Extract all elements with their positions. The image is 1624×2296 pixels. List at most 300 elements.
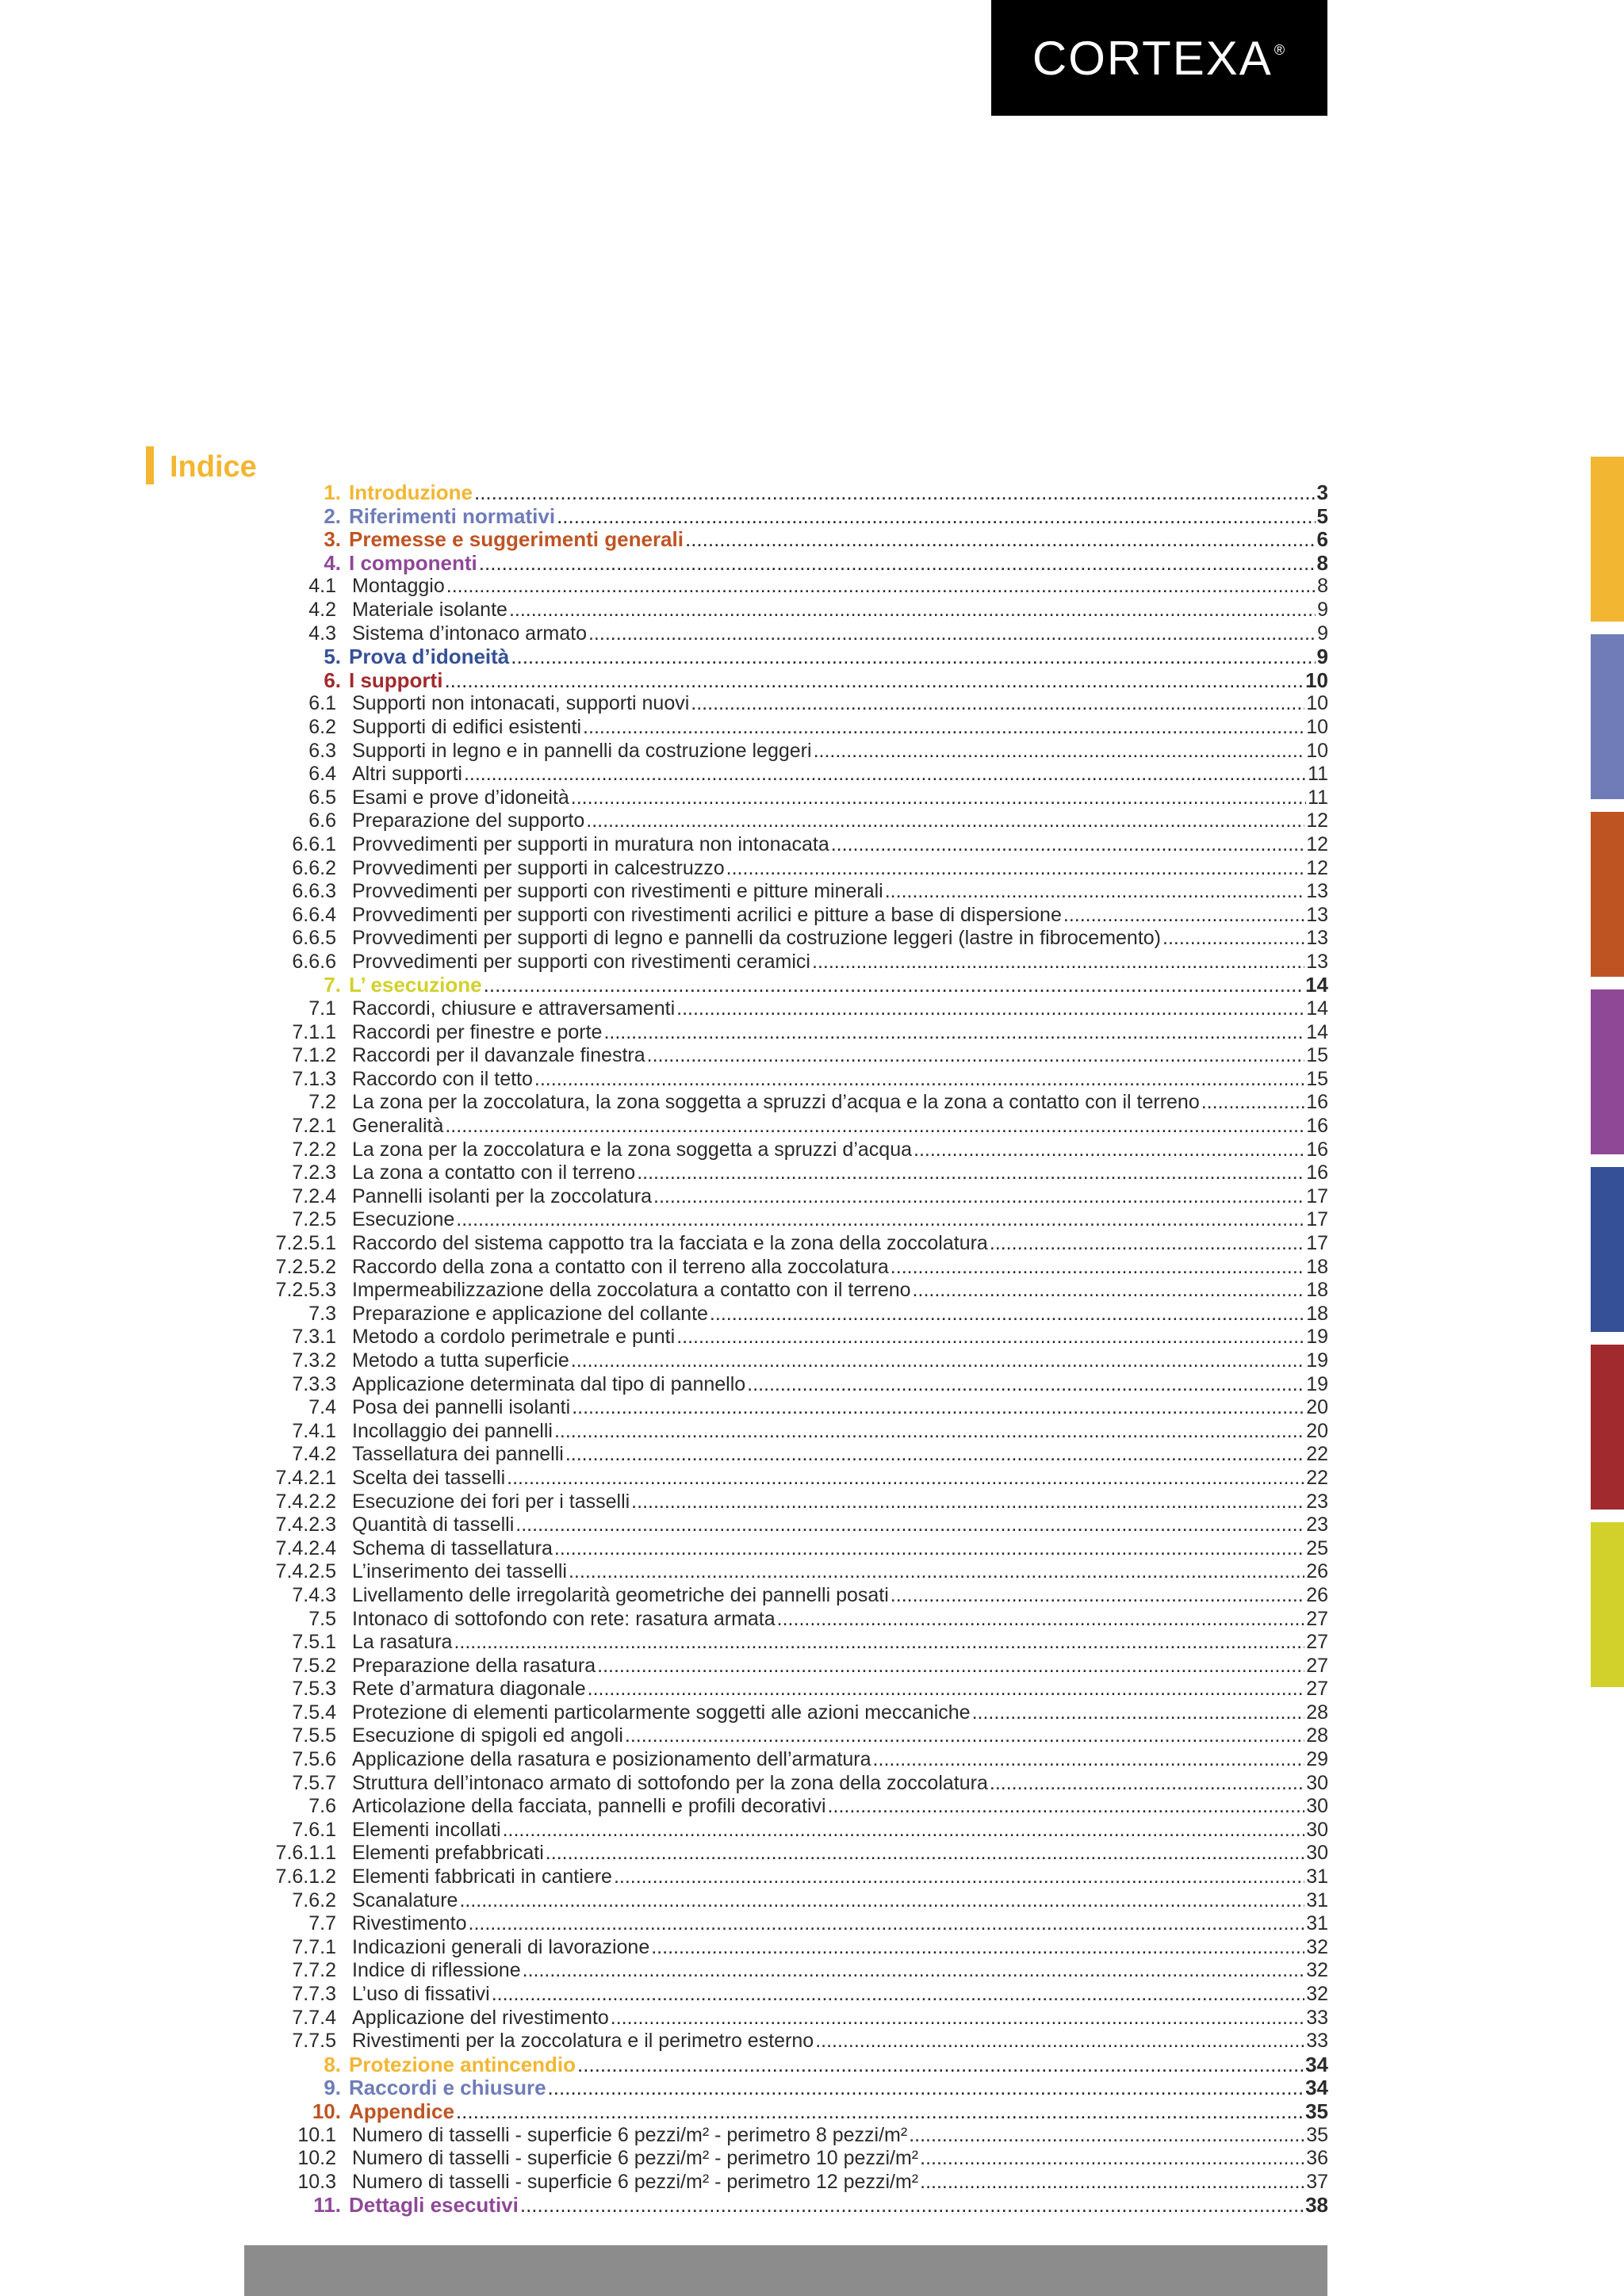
toc-entry-label: Sistema d’intonaco armato	[352, 622, 587, 645]
toc-leader-dots	[710, 1303, 1304, 1326]
logo-text: CORTEXA	[1032, 31, 1273, 85]
footer-bar	[244, 2245, 1327, 2296]
toc-entry[interactable]	[159, 1443, 1328, 1467]
toc-entry[interactable]	[159, 599, 1328, 622]
toc-leader-dots	[1162, 927, 1304, 951]
toc-entry-number: 7.2.5	[292, 1208, 336, 1231]
toc-entry[interactable]	[159, 1912, 1328, 1936]
toc-entry[interactable]	[159, 951, 1328, 974]
toc-entry[interactable]	[159, 833, 1328, 857]
toc-entry[interactable]	[159, 1513, 1328, 1537]
toc-entry-label: Raccordo della zona a contatto con il terreno alla zoccolatura	[352, 1255, 889, 1278]
toc-entry-number: 6.5	[308, 786, 336, 809]
toc-entry[interactable]	[159, 857, 1328, 881]
toc-leader-dots	[548, 2076, 1304, 2100]
toc-entry-page: 3	[1316, 480, 1328, 504]
toc-entry-label: Scelta dei tasselli	[352, 1466, 506, 1489]
toc-entry-label: I componenti	[349, 550, 477, 575]
toc-entry-label: Incollaggio dei pannelli	[352, 1419, 553, 1442]
toc-entry-label: Esecuzione	[352, 1208, 455, 1231]
toc-entry-label: Numero di tasselli - superficie 6 pezzi/m² - perimetro 12 pezzi/m²	[352, 2170, 919, 2193]
toc-leader-dots	[459, 1889, 1304, 1913]
toc-entry-number: 4.	[324, 550, 341, 575]
toc-entry-page: 8	[1317, 575, 1328, 598]
toc-leader-dots	[614, 1866, 1304, 1889]
toc-leader-dots	[990, 1772, 1304, 1796]
toc-entry-label: Quantità di tasselli	[352, 1513, 515, 1536]
toc-entry-page: 10	[1305, 668, 1328, 692]
toc-entry[interactable]	[159, 2076, 1328, 2100]
toc-entry-number: 6.6.2	[292, 856, 336, 879]
toc-entry-number: 7.5	[308, 1607, 336, 1630]
toc-entry-label: Indicazioni generali di lavorazione	[352, 1935, 650, 1958]
toc-entry[interactable]	[159, 1889, 1328, 1913]
toc-leader-dots	[444, 669, 1304, 693]
toc-leader-dots	[831, 833, 1304, 857]
toc-entry-label: Provvedimenti per supporti con rivestimenti e pitture minerali	[352, 880, 883, 903]
toc-leader-dots	[503, 1819, 1305, 1843]
toc-entry-page: 37	[1306, 2170, 1328, 2193]
toc-entry-page: 17	[1306, 1232, 1328, 1254]
toc-entry-page: 17	[1306, 1184, 1328, 1207]
toc-entry[interactable]	[159, 1115, 1328, 1138]
toc-leader-dots	[507, 1467, 1304, 1490]
toc-entry-number: 7.2.5.1	[275, 1232, 336, 1254]
toc-entry[interactable]	[159, 1161, 1328, 1185]
toc-leader-dots	[891, 1584, 1304, 1608]
toc-entry-label: Protezione antincendio	[349, 2052, 576, 2076]
toc-entry[interactable]	[159, 1185, 1328, 1209]
toc-entry[interactable]	[159, 1748, 1328, 1772]
toc-entry-number: 7.6.1	[292, 1818, 336, 1841]
toc-entry-label: Raccordi per finestre e porte	[352, 1020, 603, 1043]
toc-entry-page: 9	[1316, 645, 1328, 669]
toc-entry[interactable]	[159, 1279, 1328, 1303]
toc-leader-dots	[812, 951, 1304, 974]
toc-entry[interactable]	[159, 1396, 1328, 1420]
toc-entry-page: 6	[1316, 527, 1328, 552]
toc-entry[interactable]	[159, 974, 1328, 997]
toc-leader-dots	[885, 880, 1304, 904]
toc-entry[interactable]	[159, 1678, 1328, 1701]
toc-entry-label: Supporti non intonacati, supporti nuovi	[352, 692, 690, 715]
toc-entry-label: Protezione di elementi particolarmente soggetti alle azioni meccaniche	[352, 1701, 971, 1724]
toc-entry-number: 4.2	[308, 598, 336, 621]
toc-entry-number: 7.7.4	[292, 2006, 336, 2029]
toc-entry-number: 7.1.3	[292, 1067, 336, 1090]
toc-entry-number: 7.4.2.3	[275, 1513, 336, 1536]
toc-leader-dots	[523, 1959, 1305, 1983]
toc-entry-page: 9	[1317, 622, 1328, 645]
toc-entry-number: 7.4.2.4	[275, 1536, 336, 1559]
registered-mark: ®	[1274, 41, 1287, 58]
toc-entry-page: 18	[1306, 1255, 1328, 1278]
toc-entry-number: 7.7.5	[292, 2030, 336, 2053]
toc-entry[interactable]	[159, 997, 1328, 1021]
toc-leader-dots	[625, 1724, 1304, 1748]
toc-leader-dots	[588, 622, 1316, 646]
toc-entry-page: 22	[1306, 1466, 1328, 1489]
toc-entry-label: Altri supporti	[352, 763, 462, 786]
toc-entry[interactable]	[159, 1560, 1328, 1584]
toc-entry-label: L’ esecuzione	[349, 973, 482, 997]
toc-entry[interactable]	[159, 1537, 1328, 1561]
toc-entry-number: 7.2.4	[292, 1184, 336, 1207]
toc-entry[interactable]	[159, 1842, 1328, 1866]
toc-entry-number: 7.4.2.5	[275, 1560, 336, 1583]
toc-leader-dots	[777, 1608, 1305, 1632]
toc-leader-dots	[571, 786, 1306, 810]
toc-entry[interactable]	[159, 645, 1328, 669]
toc-entry-number: 7.6.2	[292, 1888, 336, 1911]
toc-entry-label: I supporti	[349, 668, 443, 692]
toc-entry[interactable]	[159, 1349, 1328, 1373]
toc-leader-dots	[691, 692, 1304, 716]
toc-entry-number: 11.	[313, 2193, 341, 2218]
toc-entry-page: 18	[1306, 1279, 1328, 1302]
toc-entry-number: 6.	[324, 668, 341, 692]
toc-entry-page: 10	[1306, 715, 1328, 738]
toc-entry-page: 36	[1306, 2147, 1328, 2170]
toc-entry-page: 27	[1306, 1631, 1328, 1654]
toc-entry[interactable]	[159, 1303, 1328, 1326]
toc-entry[interactable]	[159, 2007, 1328, 2030]
toc-entry[interactable]	[159, 1866, 1328, 1889]
toc-entry-label: Generalità	[352, 1115, 444, 1138]
toc-leader-dots	[469, 1912, 1305, 1936]
toc-entry[interactable]	[159, 1795, 1328, 1819]
toc-leader-dots	[653, 1185, 1304, 1209]
toc-entry-label: Provvedimenti per supporti di legno e pannelli da costruzione leggeri (lastre in fibrocemento)	[352, 927, 1161, 950]
toc-entry-page: 30	[1306, 1795, 1328, 1818]
toc-entry-number: 7.1.2	[292, 1044, 336, 1067]
toc-entry[interactable]	[159, 481, 1328, 505]
toc-entry[interactable]	[159, 740, 1328, 763]
toc-entry[interactable]	[159, 2171, 1328, 2195]
toc-entry-page: 35	[1306, 2123, 1328, 2146]
toc-entry-label: Provvedimenti per supporti con rivestimenti ceramici	[352, 950, 810, 973]
toc-entry-number: 6.4	[308, 763, 336, 786]
toc-entry[interactable]	[159, 1983, 1328, 2007]
toc-entry-page: 9	[1317, 598, 1328, 621]
toc-entry-label: Esecuzione dei fori per i tasselli	[352, 1490, 630, 1513]
toc-entry[interactable]	[159, 528, 1328, 552]
toc-entry[interactable]	[159, 904, 1328, 928]
toc-entry-page: 18	[1306, 1302, 1328, 1325]
toc-entry-number: 6.2	[308, 715, 336, 738]
toc-leader-dots	[511, 645, 1315, 669]
toc-entry-page: 19	[1306, 1326, 1328, 1349]
toc-entry-page: 34	[1305, 2052, 1328, 2076]
toc-entry-label: Schema di tassellatura	[352, 1536, 553, 1559]
toc-entry-number: 7.7.2	[292, 1959, 336, 1982]
toc-entry-number: 9.	[324, 2076, 341, 2100]
chapter-color-tabs	[1591, 457, 1624, 1700]
toc-entry-page: 10	[1306, 692, 1328, 715]
toc-entry-number: 7.5.5	[292, 1724, 336, 1747]
toc-entry-label: Introduzione	[349, 480, 473, 504]
toc-entry-label: Intonaco di sottofondo con rete: rasatura armata	[352, 1607, 776, 1630]
toc-entry-label: Raccordo con il tetto	[352, 1067, 533, 1090]
toc-entry[interactable]	[159, 1326, 1328, 1349]
toc-entry-label: Esami e prove d’idoneità	[352, 786, 569, 809]
toc-entry-number: 7.3	[308, 1302, 336, 1325]
toc-leader-dots	[454, 1631, 1304, 1655]
toc-leader-dots	[913, 1279, 1305, 1303]
toc-entry-number: 7.4.2	[292, 1443, 336, 1466]
toc-entry-label: Prova d’idoneità	[349, 645, 510, 669]
toc-entry-number: 10.2	[297, 2147, 336, 2170]
toc-entry-label: Metodo a cordolo perimetrale e punti	[352, 1326, 676, 1349]
toc-entry[interactable]	[159, 927, 1328, 951]
toc-leader-dots	[647, 1044, 1305, 1068]
toc-entry-label: Pannelli isolanti per la zoccolatura	[352, 1184, 652, 1207]
toc-entry-label: L’uso di fissativi	[352, 1983, 490, 2005]
toc-entry-page: 12	[1306, 809, 1328, 832]
toc-entry-page: 27	[1306, 1654, 1328, 1677]
toc-entry[interactable]	[159, 1021, 1328, 1045]
toc-entry-number: 7.5.1	[292, 1631, 336, 1654]
toc-entry-label: Posa dei pannelli isolanti	[352, 1396, 571, 1419]
toc-entry-page: 38	[1305, 2193, 1328, 2218]
toc-entry-page: 8	[1316, 550, 1328, 575]
toc-leader-dots	[651, 1936, 1304, 1960]
toc-leader-dots	[637, 1161, 1304, 1185]
toc-entry[interactable]	[159, 1091, 1328, 1115]
toc-entry-number: 4.3	[308, 622, 336, 645]
toc-entry[interactable]	[159, 1256, 1328, 1280]
toc-entry-number: 7.2.5.3	[275, 1279, 336, 1302]
toc-entry-page: 16	[1306, 1161, 1328, 1184]
toc-leader-dots	[479, 552, 1316, 576]
toc-entry-label: Tassellatura dei pannelli	[352, 1443, 564, 1466]
toc-entry[interactable]	[159, 1420, 1328, 1444]
toc-entry-label: Raccordi per il davanzale finestra	[352, 1044, 645, 1067]
toc-entry[interactable]	[159, 880, 1328, 904]
toc-entry-label: Esecuzione di spigoli ed angoli	[352, 1724, 623, 1747]
toc-entry[interactable]	[159, 692, 1328, 716]
toc-entry[interactable]	[159, 2124, 1328, 2148]
toc-entry[interactable]	[159, 2147, 1328, 2171]
toc-entry-label: Metodo a tutta superficie	[352, 1349, 569, 1372]
toc-entry-label: Applicazione della rasatura e posizionamento dell’armatura	[352, 1748, 871, 1771]
toc-entry[interactable]	[159, 669, 1328, 693]
toc-entry-label: Rivestimenti per la zoccolatura e il perimetro esterno	[352, 2030, 814, 2053]
toc-entry-number: 7.3.2	[292, 1349, 336, 1372]
toc-entry[interactable]	[159, 2030, 1328, 2053]
toc-leader-dots	[554, 1420, 1304, 1444]
toc-entry[interactable]	[159, 1631, 1328, 1655]
toc-entry[interactable]	[159, 1068, 1328, 1092]
toc-entry-number: 7.5.2	[292, 1654, 336, 1677]
toc-entry-label: Supporti di edifici esistenti	[352, 715, 582, 738]
toc-entry-page: 13	[1306, 880, 1328, 903]
toc-leader-dots	[571, 1349, 1304, 1373]
toc-leader-dots	[515, 1513, 1304, 1537]
toc-entry[interactable]	[159, 1608, 1328, 1632]
toc-entry-number: 7.5.6	[292, 1748, 336, 1771]
toc-entry[interactable]	[159, 1584, 1328, 1608]
toc-leader-dots	[492, 1983, 1304, 2007]
toc-entry-page: 20	[1306, 1396, 1328, 1419]
toc-entry-page: 27	[1306, 1678, 1328, 1701]
toc-entry-number: 7.2.2	[292, 1138, 336, 1161]
toc-entry-page: 14	[1306, 997, 1328, 1020]
toc-entry-label: Numero di tasselli - superficie 6 pezzi/m² - perimetro 8 pezzi/m²	[352, 2123, 908, 2146]
toc-entry-number: 6.6.6	[292, 950, 336, 973]
toc-entry-label: Elementi prefabbricati	[352, 1842, 544, 1865]
toc-entry[interactable]	[159, 1701, 1328, 1725]
toc-leader-dots	[546, 1842, 1304, 1866]
toc-leader-dots	[603, 1021, 1304, 1045]
toc-entry-page: 15	[1306, 1067, 1328, 1090]
toc-entry-page: 15	[1306, 1044, 1328, 1067]
toc-leader-dots	[873, 1748, 1305, 1772]
toc-entry-page: 11	[1308, 786, 1328, 809]
toc-leader-dots	[456, 2100, 1304, 2124]
toc-entry[interactable]	[159, 622, 1328, 646]
toc-leader-dots	[484, 974, 1304, 997]
toc-entry[interactable]	[159, 1373, 1328, 1397]
title-accent-bar	[146, 446, 154, 484]
toc-entry-label: Struttura dell’intonaco armato di sottofondo per la zona della zoccolatura	[352, 1771, 988, 1794]
toc-entry-page: 32	[1306, 1959, 1328, 1982]
toc-entry-number: 6.6.3	[292, 880, 336, 903]
toc-entry[interactable]	[159, 2194, 1328, 2218]
toc-entry-page: 14	[1306, 1020, 1328, 1043]
toc-entry[interactable]	[159, 1936, 1328, 1960]
toc-leader-dots	[828, 1795, 1305, 1819]
toc-entry[interactable]	[159, 552, 1328, 576]
toc-entry-number: 7.2.3	[292, 1161, 336, 1184]
toc-entry-number: 10.1	[297, 2123, 336, 2146]
toc-entry[interactable]	[159, 763, 1328, 786]
toc-entry-page: 28	[1306, 1724, 1328, 1747]
toc-entry-label: Preparazione della rasatura	[352, 1654, 596, 1677]
toc-entry-page: 16	[1306, 1138, 1328, 1161]
toc-leader-dots	[583, 716, 1304, 740]
toc-entry[interactable]	[159, 575, 1328, 599]
toc-entry-page: 33	[1306, 2006, 1328, 2029]
toc-entry-page: 27	[1306, 1607, 1328, 1630]
toc-leader-dots	[726, 857, 1305, 881]
toc-entry-page: 33	[1306, 2030, 1328, 2053]
toc-leader-dots	[676, 997, 1304, 1021]
toc-entry-number: 7.2.1	[292, 1115, 336, 1138]
toc-leader-dots	[611, 2007, 1304, 2030]
toc-entry-label: Articolazione della facciata, pannelli e profili decorativi	[352, 1795, 826, 1818]
toc-entry[interactable]	[159, 1819, 1328, 1843]
toc-entry-page: 31	[1306, 1866, 1328, 1888]
toc-entry[interactable]	[159, 1772, 1328, 1796]
toc-leader-dots	[972, 1701, 1305, 1725]
toc-entry-number: 7.6	[308, 1795, 336, 1818]
toc-entry[interactable]	[159, 1208, 1328, 1232]
toc-entry-label: Preparazione del supporto	[352, 809, 585, 832]
toc-entry-page: 23	[1306, 1513, 1328, 1536]
toc-entry-page: 14	[1305, 973, 1328, 997]
toc-entry-page: 23	[1306, 1490, 1328, 1513]
toc-leader-dots	[554, 1537, 1304, 1561]
toc-entry-label: La zona per la zoccolatura e la zona soggetta a spruzzi d’acqua	[352, 1138, 913, 1161]
toc-leader-dots	[557, 505, 1315, 529]
toc-entry-label: Riferimenti normativi	[349, 503, 556, 528]
toc-entry-number: 2.	[324, 503, 341, 528]
toc-entry-page: 13	[1306, 903, 1328, 926]
toc-entry-page: 32	[1306, 1935, 1328, 1958]
chapter-tab	[1591, 457, 1624, 622]
toc-entry-number: 7.5.3	[292, 1678, 336, 1701]
toc-leader-dots	[631, 1490, 1304, 1514]
toc-leader-dots	[1201, 1091, 1304, 1115]
toc-entry-page: 32	[1306, 1983, 1328, 2005]
toc-entry-page: 29	[1306, 1748, 1328, 1771]
toc-entry[interactable]	[159, 2053, 1328, 2077]
toc-entry[interactable]	[159, 809, 1328, 833]
toc-entry[interactable]	[159, 716, 1328, 740]
toc-entry[interactable]	[159, 1959, 1328, 1983]
toc-entry[interactable]	[159, 1724, 1328, 1748]
toc-leader-dots	[569, 1560, 1304, 1584]
toc-leader-dots	[814, 740, 1305, 763]
toc-entry-number: 4.1	[308, 575, 336, 598]
toc-entry-number: 7.4.3	[292, 1583, 336, 1606]
toc-entry[interactable]	[159, 1044, 1328, 1068]
toc-leader-dots	[597, 1655, 1304, 1678]
toc-leader-dots	[446, 575, 1316, 599]
toc-entry-page: 20	[1306, 1419, 1328, 1442]
toc-entry-number: 6.6	[308, 809, 336, 832]
toc-entry-page: 35	[1305, 2099, 1328, 2123]
toc-entry[interactable]	[159, 1138, 1328, 1162]
toc-entry-number: 6.6.1	[292, 832, 336, 855]
toc-entry-page: 19	[1306, 1349, 1328, 1372]
toc-entry[interactable]	[159, 1655, 1328, 1678]
toc-leader-dots	[588, 1678, 1305, 1701]
chapter-tab	[1591, 1345, 1624, 1510]
toc-entry[interactable]	[159, 1467, 1328, 1490]
toc-entry-page: 30	[1306, 1842, 1328, 1865]
toc-entry-number: 8.	[324, 2052, 341, 2076]
toc-leader-dots	[520, 2194, 1304, 2218]
toc-entry-number: 7.4.1	[292, 1419, 336, 1442]
toc-entry-label: Provvedimenti per supporti con rivestimenti acrilici e pitture a base di dispersione	[352, 903, 1062, 926]
toc-entry-label: Indice di riflessione	[352, 1959, 521, 1982]
toc-leader-dots	[891, 1256, 1304, 1280]
toc-entry-page: 10	[1306, 739, 1328, 762]
toc-entry[interactable]	[159, 505, 1328, 529]
toc-entry-number: 7.7.1	[292, 1935, 336, 1958]
toc-entry-page: 17	[1306, 1208, 1328, 1231]
toc-entry-page: 12	[1306, 856, 1328, 879]
toc-entry[interactable]	[159, 1232, 1328, 1256]
toc-entry-label: Elementi incollati	[352, 1818, 501, 1841]
toc-entry[interactable]	[159, 2100, 1328, 2124]
toc-entry-page: 31	[1306, 1888, 1328, 1911]
page-title: Indice	[170, 450, 257, 484]
toc-leader-dots	[815, 2030, 1304, 2053]
toc-entry[interactable]	[159, 1490, 1328, 1514]
toc-entry-page: 26	[1306, 1583, 1328, 1606]
toc-entry-page: 16	[1306, 1091, 1328, 1114]
toc-entry[interactable]	[159, 786, 1328, 810]
toc-entry-number: 7.7.3	[292, 1983, 336, 2005]
toc-entry-label: Applicazione del rivestimento	[352, 2006, 609, 2029]
toc-entry-label: Livellamento delle irregolarità geometriche dei pannelli posati	[352, 1583, 889, 1606]
toc-entry-label: Appendice	[349, 2099, 454, 2123]
toc-entry-page: 11	[1308, 763, 1328, 786]
toc-entry-number: 7.6.1.1	[275, 1842, 336, 1865]
